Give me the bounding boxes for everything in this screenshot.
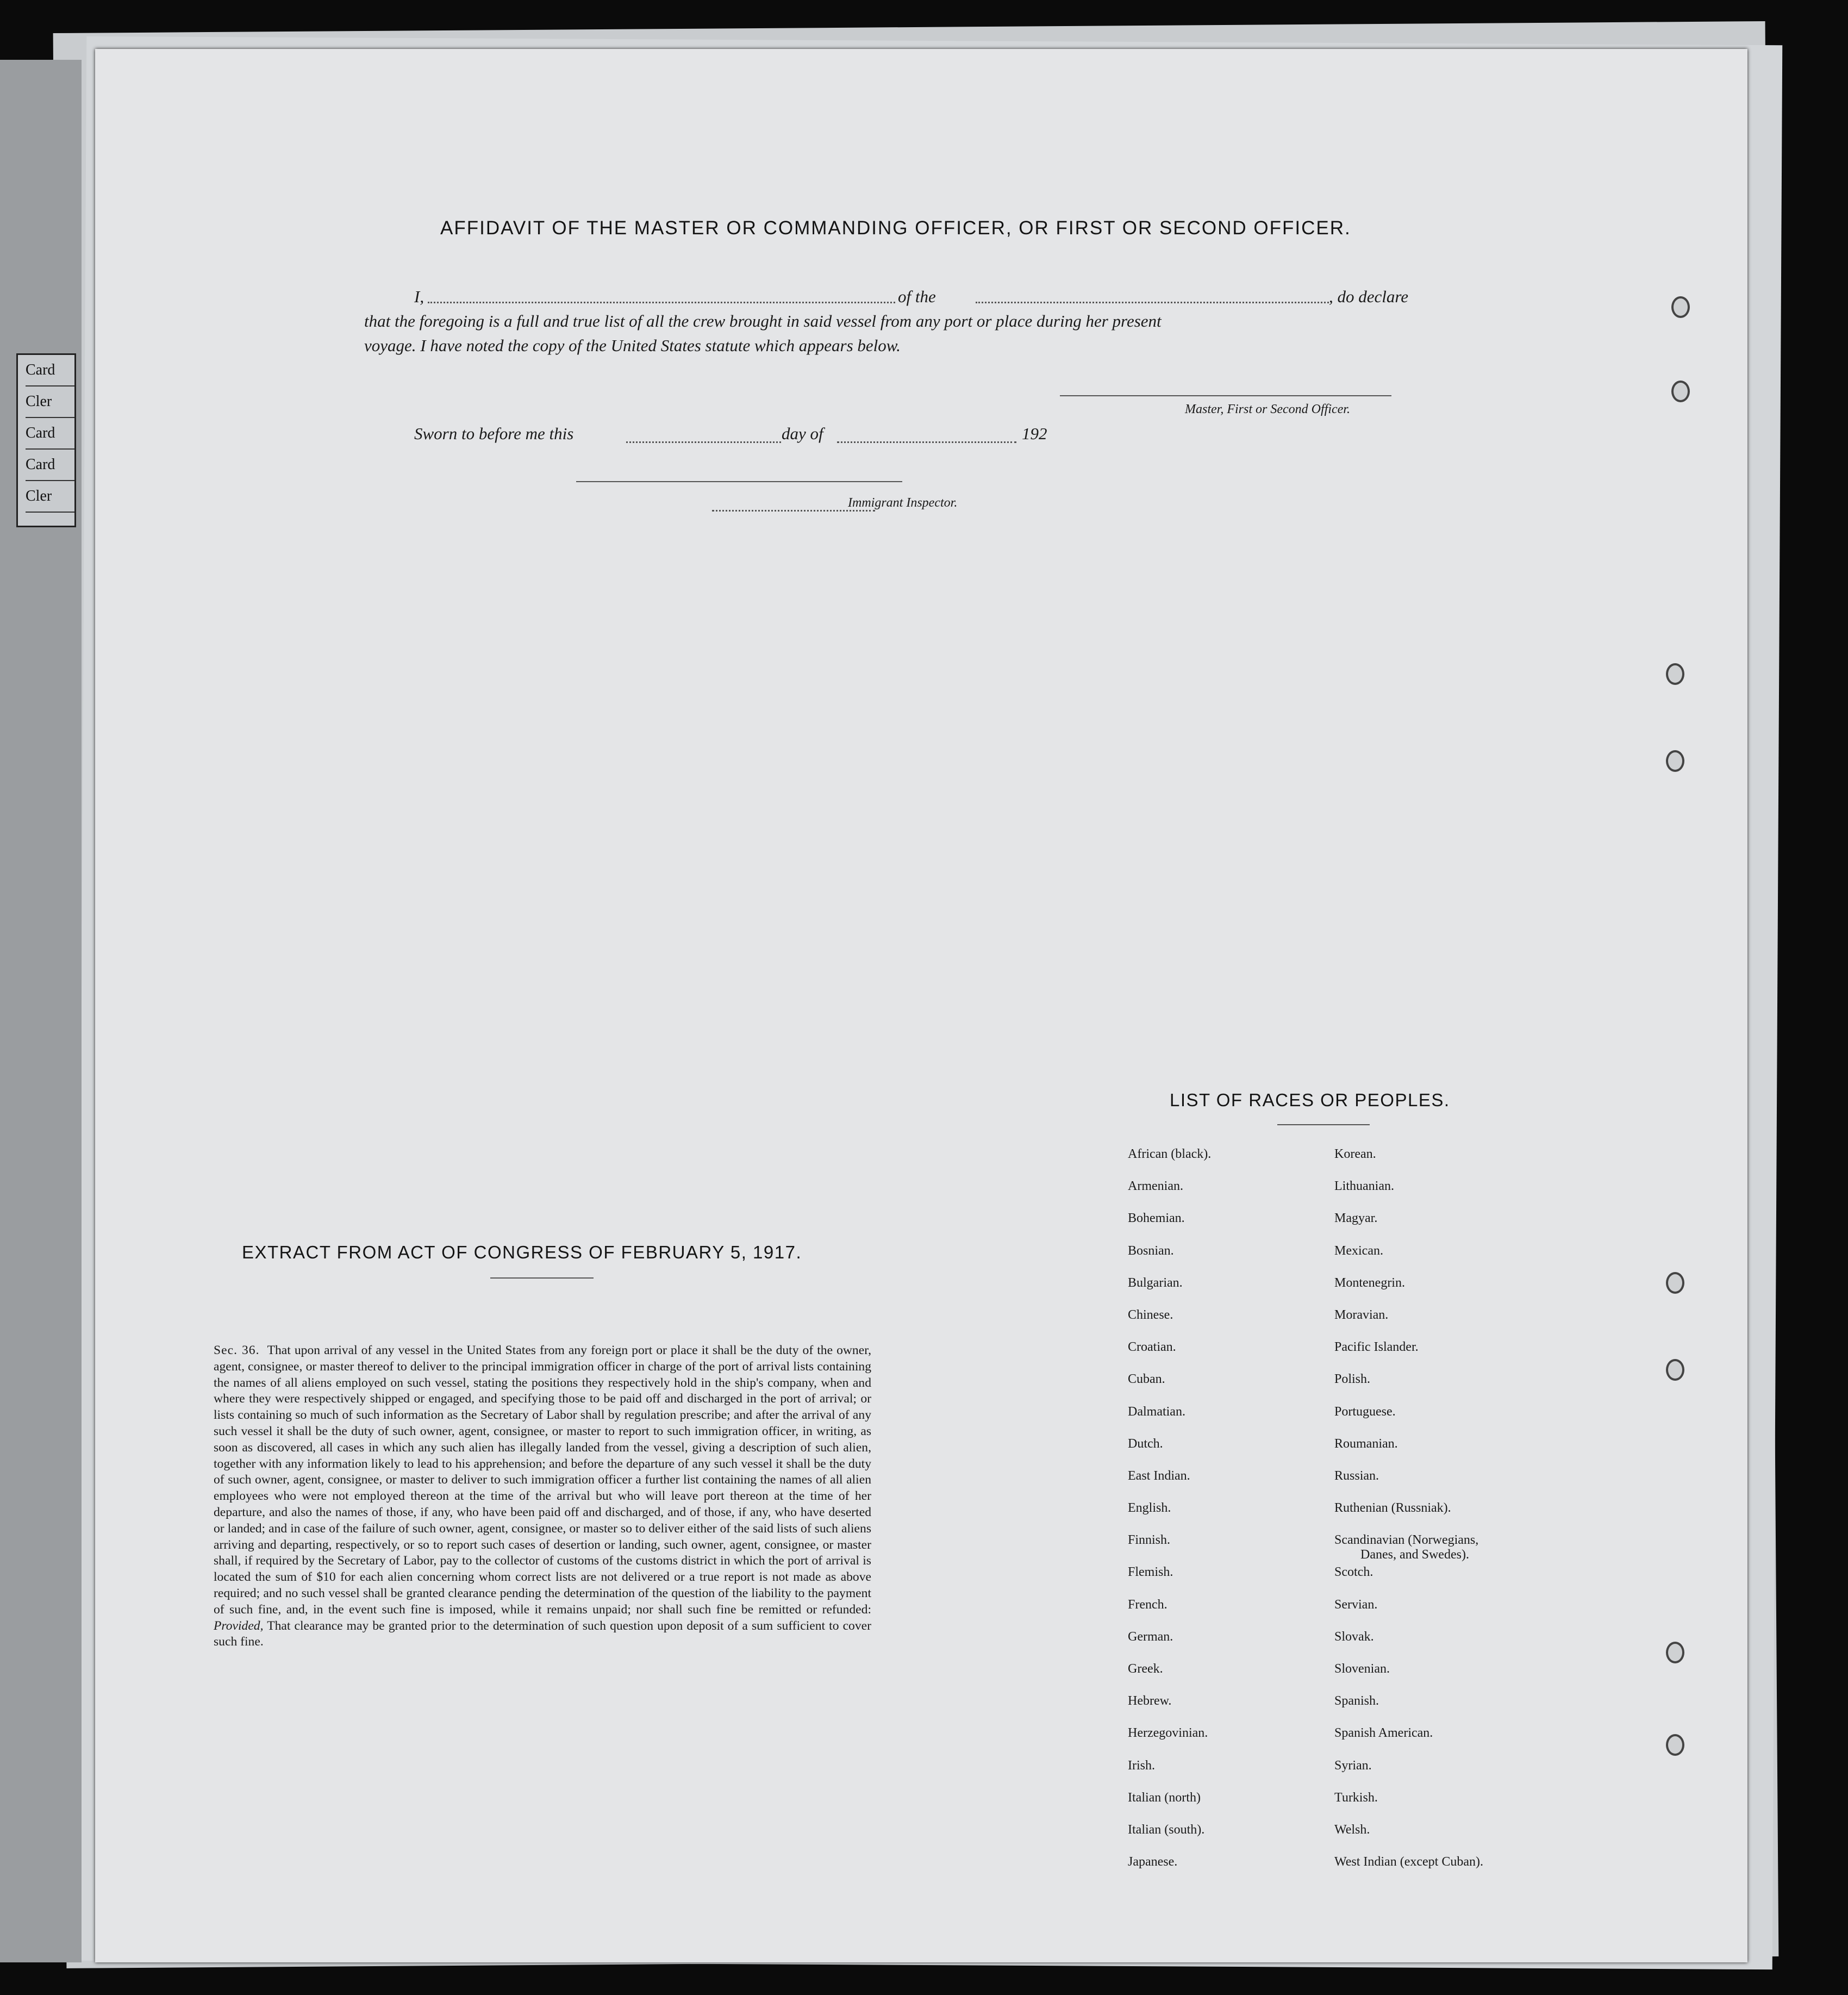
race-item: Irish. bbox=[1128, 1758, 1155, 1773]
race-item: Chinese. bbox=[1128, 1307, 1173, 1322]
affidavit-line-2: that the foregoing is a full and true list of all the crew brought in said vessel from any port or place during her present bbox=[364, 311, 1162, 331]
affidavit-title: AFFIDAVIT OF THE MASTER OR COMMANDING OFFICER, OR FIRST OR SECOND OFFICER. bbox=[440, 217, 1351, 239]
race-item: East Indian. bbox=[1128, 1468, 1190, 1483]
statute-section-label: Sec. 36. bbox=[214, 1343, 260, 1357]
manifest-page bbox=[95, 49, 1747, 1962]
sworn-text: Sworn to before me this bbox=[414, 424, 574, 443]
adjacent-page-card-list bbox=[16, 353, 76, 527]
race-item: Lithuanian. bbox=[1334, 1179, 1394, 1194]
race-item: Pacific Islander. bbox=[1334, 1340, 1419, 1355]
race-item: Dutch. bbox=[1128, 1436, 1163, 1451]
binder-hole-icon bbox=[1671, 296, 1690, 318]
race-item: Bohemian. bbox=[1128, 1211, 1185, 1226]
adjacent-card-label: Cler bbox=[26, 481, 74, 513]
sworn-year-prefix: 192 bbox=[1022, 424, 1047, 443]
race-item: Bulgarian. bbox=[1128, 1275, 1183, 1290]
race-item: Japanese. bbox=[1128, 1855, 1178, 1869]
binder-hole-icon bbox=[1666, 663, 1684, 685]
race-item-continuation: Danes, and Swedes). bbox=[1360, 1548, 1469, 1562]
race-item: Welsh. bbox=[1334, 1822, 1370, 1837]
race-item bbox=[1334, 1533, 1606, 1565]
race-item: Turkish. bbox=[1334, 1790, 1378, 1805]
sworn-day-field[interactable] bbox=[626, 441, 781, 443]
race-item: Ruthenian (Russniak). bbox=[1334, 1501, 1451, 1516]
race-item-scandinavian: Scandinavian (Norwegians, bbox=[1334, 1533, 1479, 1548]
affidavit-line-3: voyage. I have noted the copy of the United States statute which appears below. bbox=[364, 336, 901, 355]
affidavit-do-declare: , do declare bbox=[1329, 287, 1409, 306]
adjacent-page-strip bbox=[0, 60, 82, 1962]
race-item: Moravian. bbox=[1334, 1307, 1389, 1322]
adjacent-card-label: Cler bbox=[26, 386, 74, 418]
race-item: Spanish American. bbox=[1334, 1726, 1433, 1741]
race-item: Armenian. bbox=[1128, 1179, 1183, 1194]
race-item: Italian (south). bbox=[1128, 1822, 1205, 1837]
race-item: Magyar. bbox=[1334, 1211, 1378, 1226]
race-item: Montenegrin. bbox=[1334, 1275, 1405, 1290]
race-item: West Indian (except Cuban). bbox=[1334, 1855, 1483, 1869]
master-signature-caption: Master, First or Second Officer. bbox=[1185, 402, 1350, 416]
race-item: Korean. bbox=[1334, 1147, 1376, 1161]
race-item: Croatian. bbox=[1128, 1340, 1176, 1355]
race-item: Mexican. bbox=[1334, 1243, 1383, 1258]
statute-text bbox=[214, 1343, 871, 1650]
statute-title: EXTRACT FROM ACT OF CONGRESS OF FEBRUARY 5, 1917. bbox=[242, 1242, 802, 1262]
race-item: Russian. bbox=[1334, 1468, 1379, 1483]
affidavit-i: I, bbox=[414, 287, 424, 306]
race-item: Scotch. bbox=[1334, 1565, 1373, 1580]
binder-hole-icon bbox=[1666, 1359, 1684, 1381]
race-item: Syrian. bbox=[1334, 1758, 1372, 1773]
race-item: Servian. bbox=[1334, 1597, 1378, 1612]
vessel-name-field[interactable] bbox=[976, 302, 1329, 303]
races-right-column bbox=[1334, 1147, 1606, 1887]
binder-hole-icon bbox=[1666, 1734, 1684, 1756]
races-title-underline bbox=[1277, 1124, 1370, 1125]
race-item: English. bbox=[1128, 1501, 1171, 1516]
statute-body-end: That clearance may be granted prior to the determination of such question upon deposit of a sum sufficient to cover such fine. bbox=[214, 1618, 871, 1649]
adjacent-card-label: Card bbox=[26, 450, 74, 481]
master-name-field[interactable] bbox=[428, 302, 895, 303]
sworn-day-of: day of bbox=[782, 424, 823, 443]
binder-hole-icon bbox=[1666, 1272, 1684, 1294]
races-left-column bbox=[1128, 1147, 1307, 1887]
statute-title-underline bbox=[490, 1277, 594, 1279]
race-item: Herzegovinian. bbox=[1128, 1726, 1208, 1741]
binder-hole-icon bbox=[1666, 750, 1684, 772]
race-item: Greek. bbox=[1128, 1662, 1163, 1676]
race-item: African (black). bbox=[1128, 1147, 1212, 1161]
adjacent-card-label: Card bbox=[26, 355, 74, 386]
race-item: Hebrew. bbox=[1128, 1694, 1172, 1709]
inspector-caption: Immigrant Inspector. bbox=[848, 496, 958, 510]
adjacent-card-label: Card bbox=[26, 418, 74, 450]
race-item: French. bbox=[1128, 1597, 1168, 1612]
races-title: LIST OF RACES OR PEOPLES. bbox=[1170, 1090, 1450, 1110]
race-item: Spanish. bbox=[1334, 1694, 1379, 1709]
binder-hole-icon bbox=[1666, 1642, 1684, 1663]
race-item: Portuguese. bbox=[1334, 1404, 1396, 1419]
statute-provided: Provided, bbox=[214, 1618, 264, 1633]
race-item: Slovenian. bbox=[1334, 1662, 1390, 1676]
affidavit-of-the: of the bbox=[898, 287, 936, 306]
race-item: Flemish. bbox=[1128, 1565, 1173, 1580]
race-item: Dalmatian. bbox=[1128, 1404, 1185, 1419]
statute-body: That upon arrival of any vessel in the United States from any foreign port or place it shall be the duty of the owner, agent, consignee, or master thereof to deliver to the principal immigration officer in charge of the port of arrival lists containing the names of all aliens employed on such vessel, stating the positions they respectively hold in the ship's company, when and where they were respectively shipped or engaged, and specifying those to be paid off and discharged in the port of arrival; or lists containing so much of such information as the Secretary of Labor shall by regulation prescribe; and after the arrival of any such vessel it shall be the duty of such owner, agent, consignee, or master to report to such immigration officer, in writing, as soon as discovered, all cases in which any such alien has illegally landed from the vessel, giving a description of such alien, together with any information likely to lead to his apprehension; and before the departure of any such vessel it shall be the duty of such owner, agent, consignee, or master to deliver to such immigration officer a further list containing the names of all alien employees who were not employed thereon at the time of the arrival but who will leave port thereon at the time of her departure, and also the names of those, if any, who have been paid off and discharged, and of those, if any, who have deserted or landed; and in case of the failure of such owner, agent, consignee, or master so to deliver either of the said lists of such aliens arriving and departing, respectively, or so to report such cases of desertion or landing, such owner, agent, consignee, or master shall, if required by the Secretary of Labor, pay to the collector of customs of the customs district in which the port of arrival is located the sum of $10 for each alien concerning whom correct lists are not delivered or a true report is not made as above required; and no such vessel shall be granted clearance pending the determination of the question of the liability to the payment of such fine, and, in the event such fine is imposed, while it remains unpaid; nor shall such fine be remitted or refunded: bbox=[214, 1343, 872, 1617]
binder-hole-icon bbox=[1671, 381, 1690, 402]
master-signature-line[interactable] bbox=[1060, 395, 1391, 396]
race-item: Roumanian. bbox=[1334, 1436, 1398, 1451]
race-item: Slovak. bbox=[1334, 1629, 1374, 1644]
race-item: Polish. bbox=[1334, 1372, 1371, 1387]
race-item: Italian (north) bbox=[1128, 1790, 1201, 1805]
race-item: Finnish. bbox=[1128, 1533, 1171, 1548]
race-item: Bosnian. bbox=[1128, 1243, 1174, 1258]
sworn-month-field[interactable] bbox=[837, 441, 1016, 443]
race-item: Cuban. bbox=[1128, 1372, 1165, 1387]
inspector-signature-line[interactable] bbox=[576, 481, 902, 482]
race-item: German. bbox=[1128, 1629, 1173, 1644]
